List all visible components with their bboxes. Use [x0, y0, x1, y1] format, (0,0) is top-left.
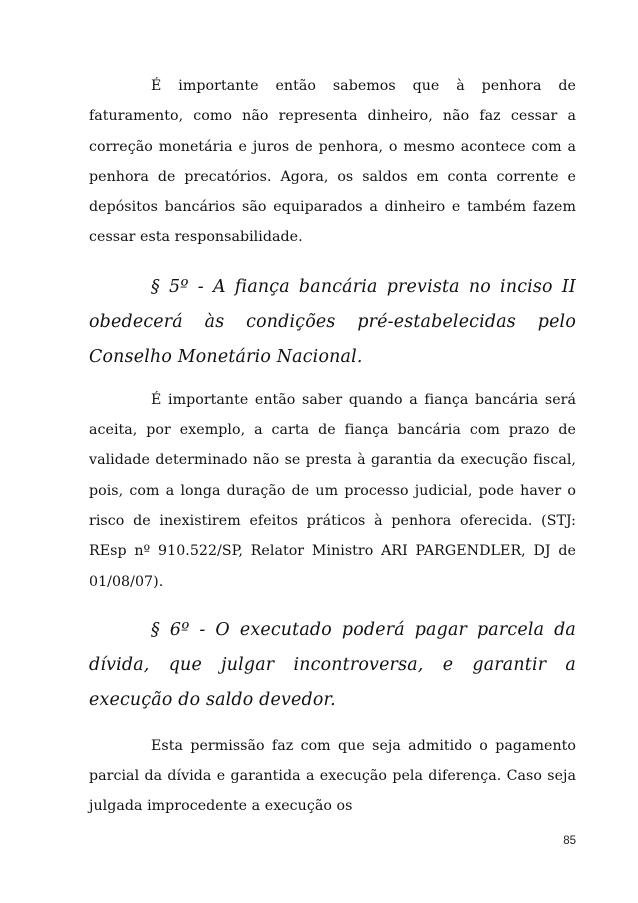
document-page	[89, 71, 576, 822]
quoted-article-paragraph-6: § 6º - O executado poderá pagar parcela da dívida, que julgar incontroversa, e garantir a execução do saldo devedor.	[89, 619, 576, 710]
paragraph-fianca-bancaria: É importante então saber quando a fiança bancária será aceita, por exemplo, a carta de fiança bancária com prazo de validade determinado não se presta à garantia da execução fiscal, pois, com a longa duração de um processo judicial, pode haver o risco de inexistirem efeitos práticos à penhora oferecida. (STJ: REsp nº 910.522/SP, Relator Ministro ARI PARGENDLER, DJ de 01/08/07).	[89, 391, 576, 590]
quoted-article-paragraph-5: § 5º - A fiança bancária prevista no inciso II obedecerá às condições pré-estabelecidas pelo Conselho Monetário Nacional.	[89, 276, 576, 367]
paragraph-penhora-faturamento: É importante então sabemos que à penhora de faturamento, como não representa dinheiro, não faz cessar a correção monetária e juros de penhora, o mesmo acontece com a penhora de precatórios. Agora, os saldos em conta corrente e depósitos bancários são equiparados a dinheiro e também fazem cessar esta responsabilidade.	[89, 78, 576, 246]
paragraph-pagamento-parcial: Esta permissão faz com que seja admitido o pagamento parcial da dívida e garantida a execução pela diferença. Caso seja julgada improcedente a execução os	[89, 737, 576, 815]
page-number: 85	[563, 835, 576, 847]
